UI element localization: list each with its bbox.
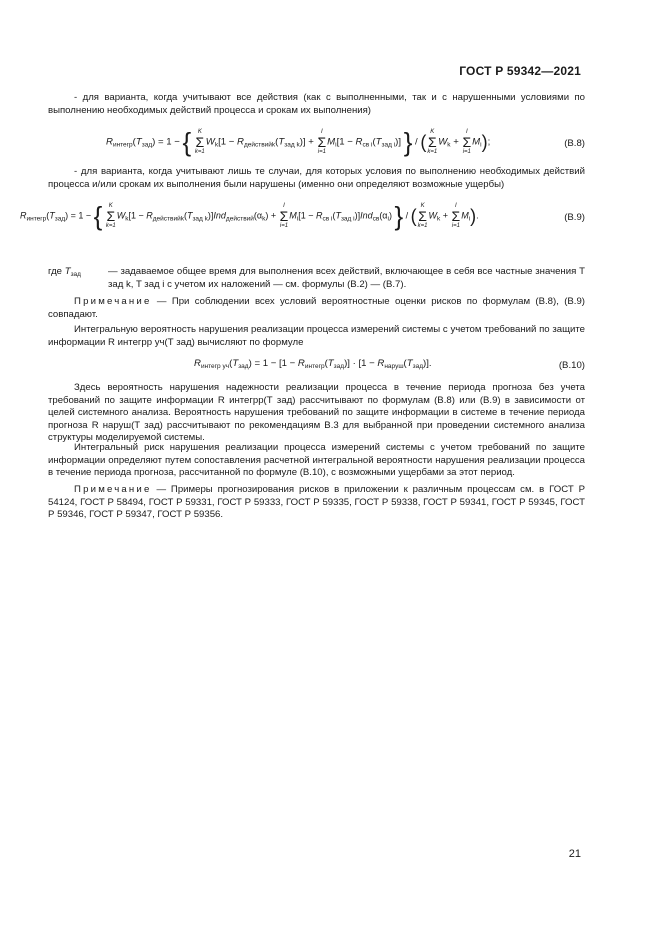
document-header: ГОСТ Р 59342—2021 bbox=[459, 64, 581, 78]
formula-b10-expression: $R_{интегр уч}(T_{зад}) = 1 - [1 - R_{интегр}(T_{зад})] \cdot [1 - R_{наруш}(T_{зад})]$. bbox=[194, 358, 432, 370]
formula-b8 bbox=[36, 124, 585, 164]
paragraph-integral-probability: Интегральную вероятность нарушения реализации процесса измерений системы с учетом требований по защите информации R интегрр уч(Т зад) вычисляют по формуле bbox=[48, 324, 585, 348]
page-number: 21 bbox=[568, 848, 581, 860]
formula-b10 bbox=[36, 356, 585, 380]
note-2 bbox=[48, 484, 585, 522]
paragraph-integral-risk: Интегральный риск нарушения реализации процесса измерений системы с учетом требований по защите информации определяют путем сопоставления расчетной интегральной вероятности нарушения реализации процесса в течение периода прогноза, рассчитанной по формуле (В.10), с возможными ущербами за этот период. bbox=[48, 442, 585, 479]
where-definition bbox=[48, 266, 585, 292]
formula-b10-number: (В.10) bbox=[558, 360, 585, 371]
formula-b9-expression: $R_{интегр}(T_{зад}) = 1$ − { K Σ k=1 $W_k[1 - R_{действийk}(T_{зад k})]Ind_{действий}(\alpha_k)$ + I Σ i=1 $M_i[1 - R_{св i}(T_{зад i})]Ind_{св}(\alpha_i)$ } / ( K Σ k=1 $W_k$ + I Σ i=1 $M_i$). bbox=[20, 201, 479, 231]
formula-b8-number: (В.8) bbox=[564, 138, 585, 149]
where-text: — задаваемое общее время для выполнения всех действий, включающее в себя все частные значения T зад k, T зад i с учетом их наложений — см. формулы (В.2) — (В.7). bbox=[108, 266, 585, 290]
paragraph-variant-all: - для варианта, когда учитывают все действия (как с выполненными, так и с нарушенными условиями по выполнению необходимых действий процесса и срокам их выполнения) bbox=[48, 92, 585, 116]
note-1-text: — При соблюдении всех условий вероятностные оценки рисков по формулам (В.8), (В.9) совпадают. bbox=[48, 296, 585, 320]
paragraph-reliability: Здесь вероятность нарушения надежности реализации процесса в течение периода прогноза без учета требований по защите информации R интегрр(Т зад) рассчитывают по формулам (В.8) или (В.9) в зависимости от целей системного анализа. Вероятность нарушения требований по защите информации в системе в течение периода прогноза R наруш(Т зад) рассчитывают по рекомендациям В.3 для выбранной при проведении системного анализа структуры моделируемой системы. bbox=[48, 382, 585, 444]
note-1-label: Примечание bbox=[74, 296, 152, 307]
formula-b8-expression: $R_{интегр}(T_{зад}) = 1$ − { K Σ k=1 $W_k[1 - R_{действийk}(T_{зад k})]$ + I Σ i=1 $M_i[1 - R_{св i}(T_{зад i})]$ } / ( K Σ k=1 $W_k$ + I Σ i=1 $M_i$); bbox=[106, 127, 491, 157]
note-1 bbox=[48, 296, 585, 321]
formula-b9 bbox=[20, 198, 585, 238]
where-label: где $T_{зад}$ bbox=[48, 266, 81, 278]
paragraph-variant-violations: - для варианта, когда учитывают лишь те случаи, для которых условия по выполнению необходимых действий процесса и/или срокам их выполнения были нарушены (именно они определяют возможные ущербы) bbox=[48, 166, 585, 190]
formula-b9-number: (В.9) bbox=[564, 212, 585, 223]
note-2-text: — Примеры прогнозирования рисков в приложении к различным процессам см. в ГОСТ Р 54124, ГОСТ Р 58494, ГОСТ Р 59331, ГОСТ Р 59333, ГОСТ Р 59335, ГОСТ Р 59338, ГОСТ Р 59341, ГОСТ Р 59345, ГОСТ Р 59346, ГОСТ Р 59347, ГОСТ Р 59356. bbox=[48, 484, 585, 521]
note-2-label: Примечание bbox=[74, 484, 152, 495]
